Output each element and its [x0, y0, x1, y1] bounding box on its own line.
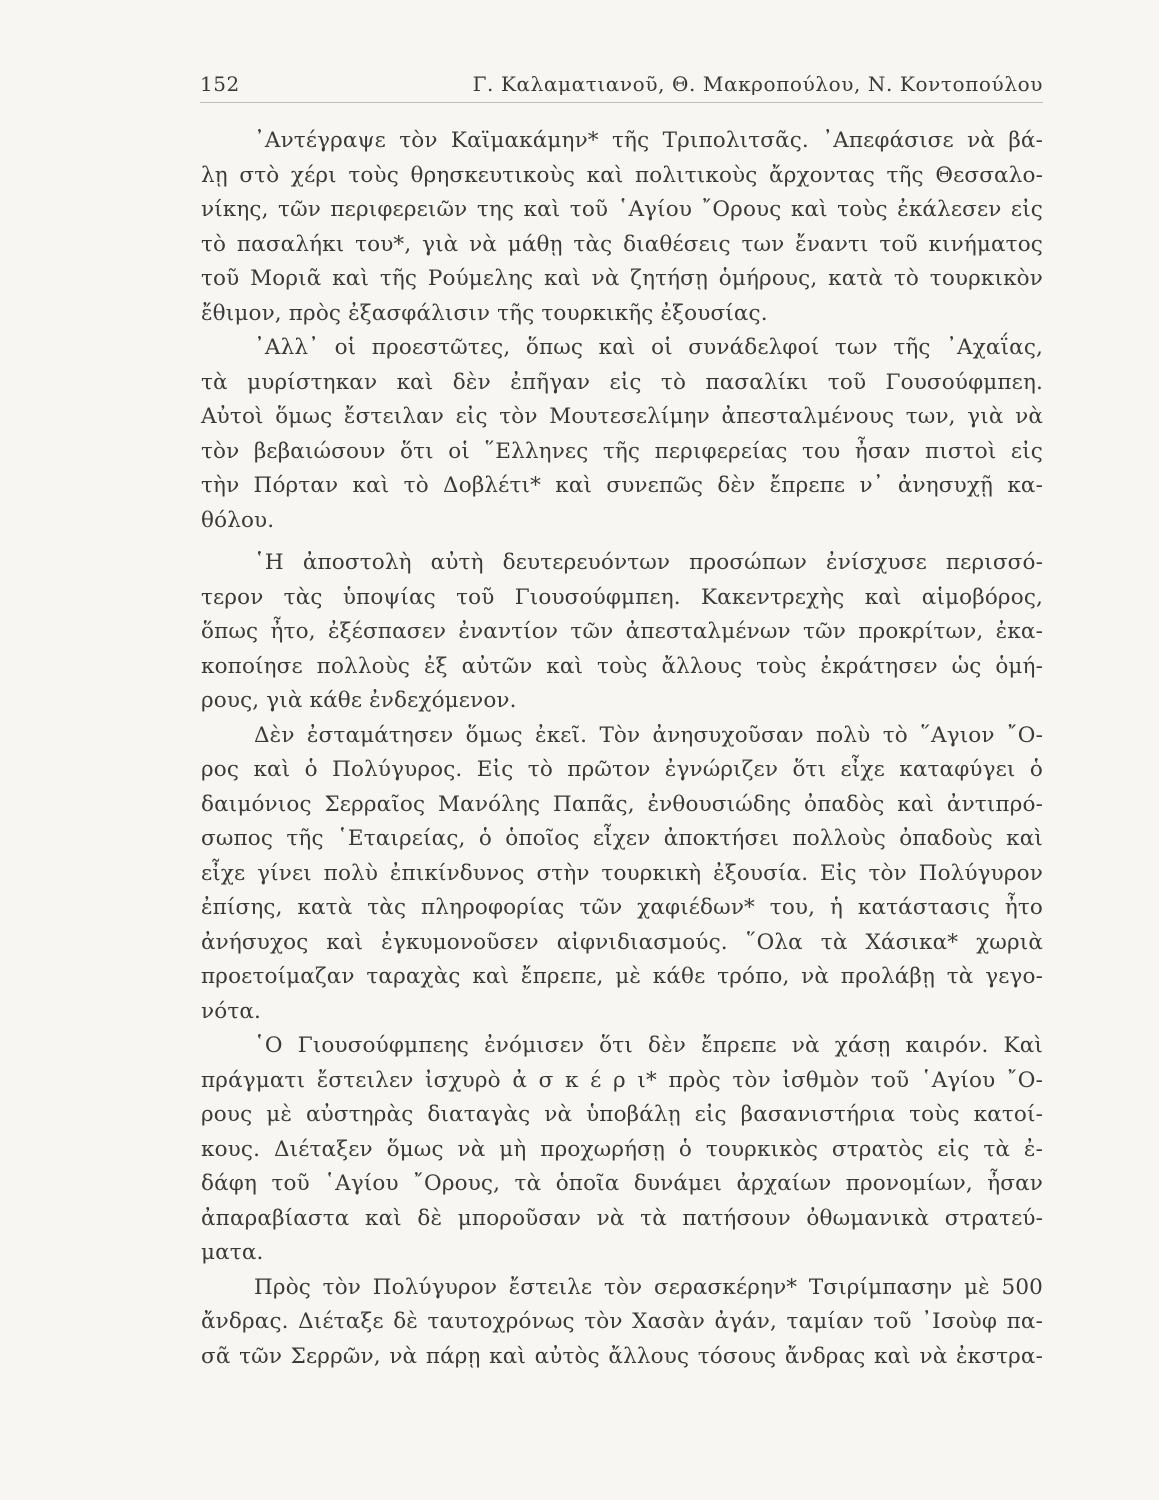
text-line: νίκης, τῶν περιφερειῶν της καὶ τοῦ ῾Αγίου ῎Ορους καὶ τοὺς ἐκάλεσεν εἰς — [201, 197, 1043, 222]
text-line: τὸ πασαλήκι του*, γιὰ νὰ μάθῃ τὰς διαθέσεις των ἔναντι τοῦ κινήματος — [201, 231, 1043, 257]
text-line: κους. Διέταξεν ὅμως νὰ μὴ προχωρήσῃ ὁ τουρκικὸς στρατὸς εἰς τὰ ἐ- — [201, 1136, 1043, 1162]
text-line: κοποίησε πολλοὺς ἐξ αὐτῶν καὶ τοὺς ἄλλους τοὺς ἐκράτησεν ὡς ὁμή- — [201, 653, 1043, 679]
text-line: πράγματι ἔστειλεν ἰσχυρὸ ἀ σ κ έ ρ ι* πρὸς τὸν ἰσθμὸν τοῦ ῾Αγίου ῎Ο- — [201, 1067, 1043, 1093]
text-line: τερον τὰς ὑποψίας τοῦ Γιουσούφμπεη. Κακεντρεχὴς καὶ αἱμοβόρος, — [201, 584, 1043, 610]
text-line: προετοίμαζαν ταραχὰς καὶ ἔπρεπε, μὲ κάθε τρόπο, νὰ προλάβῃ τὰ γεγο- — [201, 964, 1043, 989]
text-line: ῾Η ἀποστολὴ αὐτὴ δευτερευόντων προσώπων ἐνίσχυσε περισσό- — [254, 550, 1043, 575]
text-line: ρους, γιὰ κάθε ἐνδεχόμενον. — [201, 688, 517, 713]
paragraph — [201, 719, 1043, 1030]
paragraph — [201, 1271, 1043, 1375]
text-line: ἀπαραβίαστα καὶ δὲ μποροῦσαν νὰ τὰ πατήσουν ὀθωμανικὰ στρατεύ- — [201, 1205, 1043, 1231]
paragraph — [201, 1029, 1043, 1271]
text-line: ᾿Αντέγραψε τὸν Καϊμακάμην* τῆς Τριπολιτσᾶς. ᾿Απεφάσισε νὰ βά- — [254, 128, 1043, 153]
text-line: ἐπίσης, κατὰ τὰς πληροφορίας τῶν χαφιέδων* του, ἡ κατάστασις ἦτο — [201, 895, 1043, 920]
text-line: ρος καὶ ὁ Πολύγυρος. Εἰς τὸ πρῶτον ἐγνώριζεν ὅτι εἶχε καταφύγει ὁ — [201, 757, 1043, 782]
paragraph — [201, 331, 1043, 538]
page-number: 152 — [200, 72, 240, 96]
text-line: τὰ μυρίστηκαν καὶ δὲν ἐπῆγαν εἰς τὸ πασαλίκι τοῦ Γουσούφμπεη. — [201, 369, 1043, 395]
text-line: ἔθιμον, πρὸς ἐξασφάλισιν τῆς τουρκικῆς ἐξουσίας. — [201, 300, 768, 326]
text-line: σωπος τῆς ῾Εταιρείας, ὁ ὁποῖος εἶχεν ἀποκτήσει πολλοὺς ὀπαδοὺς καὶ — [201, 826, 1043, 851]
text-line: ἀνήσυχος καὶ ἐγκυμονοῦσεν αἰφνιδιασμούς. ῞Ολα τὰ Χάσικα* χωριὰ — [201, 929, 1043, 955]
text-line: ῾Ο Γιουσούφμπεης ἐνόμισεν ὅτι δὲν ἔπρεπε νὰ χάσῃ καιρόν. Καὶ — [254, 1033, 1043, 1058]
text-line: ρους μὲ αὐστηρὰς διαταγὰς νὰ ὑποβάλῃ εἰς βασανιστήρια τοὺς κατοί- — [201, 1102, 1043, 1127]
text-line: Δὲν ἐσταμάτησεν ὅμως ἐκεῖ. Τὸν ἀνησυχοῦσαν πολὺ τὸ ῞Αγιον ῎Ο- — [254, 722, 1043, 748]
text-line: λῃ στὸ χέρι τοὺς θρησκευτικοὺς καὶ πολιτικοὺς ἄρχοντας τῆς Θεσσαλο- — [201, 162, 1043, 188]
text-line: ὅπως ἦτο, ἐξέσπασεν ἐναντίον τῶν ἀπεσταλμένων τῶν προκρίτων, ἐκα- — [201, 619, 1043, 644]
body-text — [201, 124, 1043, 1374]
running-head: Γ. Καλαματιανοῦ, Θ. Μακροπούλου, Ν. Κοντοπούλου — [472, 72, 1043, 96]
text-line: τὴν Πόρταν καὶ τὸ Δοβλέτι* καὶ συνεπῶς δὲν ἔπρεπε ν᾿ ἀνησυχῇ κα- — [201, 473, 1043, 498]
text-line: Πρὸς τὸν Πολύγυρον ἔστειλε τὸν σερασκέρην* Τσιρίμπασην μὲ 500 — [254, 1274, 1043, 1300]
text-line: τὸν βεβαιώσουν ὅτι οἱ ῞Ελληνες τῆς περιφερείας του ἦσαν πιστοὶ εἰς — [201, 438, 1043, 464]
paragraph — [201, 124, 1043, 331]
paragraph-gap — [201, 538, 1043, 546]
text-line: ματα. — [201, 1240, 264, 1265]
text-line: δάφη τοῦ ῾Αγίου ῎Ορους, τὰ ὁποῖα δυνάμει ἀρχαίων προνομίων, ἦσαν — [201, 1171, 1043, 1196]
text-line: Αὐτοὶ ὅμως ἔστειλαν εἰς τὸν Μουτεσελίμην ἀπεσταλμένους των, γιὰ νὰ — [201, 404, 1043, 429]
text-line: ᾿Αλλ᾿ οἱ προεστῶτες, ὅπως καὶ οἱ συνάδελφοί των τῆς ᾿Αχαΐας, — [254, 335, 1043, 360]
text-line: δαιμόνιος Σερραῖος Μανόλης Παπᾶς, ἐνθουσιώδης ὀπαδὸς καὶ ἀντιπρό- — [201, 791, 1043, 817]
text-line: σᾶ τῶν Σερρῶν, νὰ πάρῃ καὶ αὐτὸς ἄλλους τόσους ἄνδρας καὶ νὰ ἐκστρα- — [201, 1343, 1043, 1369]
text-line: θόλου. — [201, 507, 275, 533]
text-line: τοῦ Μοριᾶ καὶ τῆς Ρούμελης καὶ νὰ ζητήσῃ ὁμήρους, κατὰ τὸ τουρκικὸν — [201, 266, 1043, 291]
paragraph — [201, 546, 1043, 719]
text-line: νότα. — [201, 998, 262, 1024]
page-header — [200, 72, 1043, 103]
text-line: εἶχε γίνει πολὺ ἐπικίνδυνος στὴν τουρκικὴ ἐξουσία. Εἰς τὸν Πολύγυρον — [201, 860, 1043, 886]
text-line: ἄνδρας. Διέταξε δὲ ταυτοχρόνως τὸν Χασὰν ἀγάν, ταμίαν τοῦ ᾿Ισοὺφ πα- — [201, 1309, 1043, 1334]
